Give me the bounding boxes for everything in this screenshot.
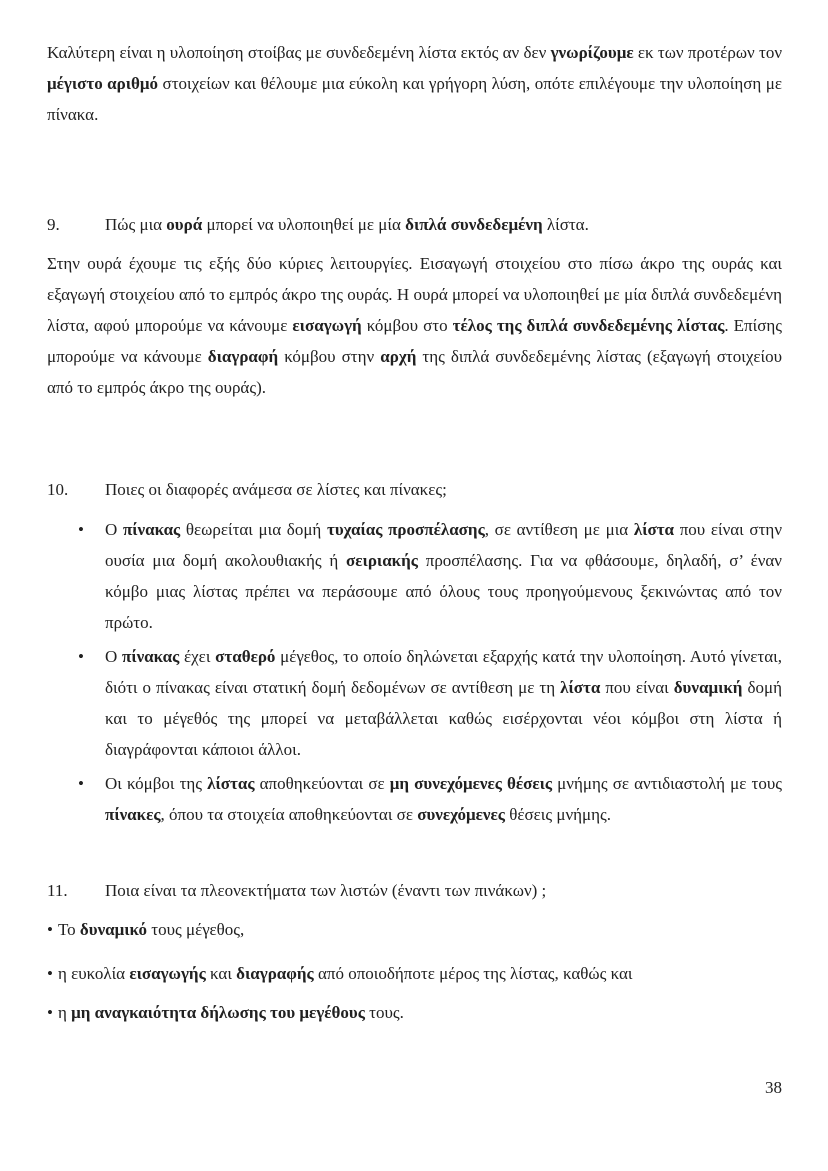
bullet-icon: • <box>78 520 84 539</box>
advantage-text: Το δυναμικό τους μέγεθος, <box>57 920 245 939</box>
bullet-icon: • <box>78 647 84 666</box>
bullet-icon: • <box>47 964 53 983</box>
question-11-number: 11. <box>47 881 68 900</box>
bullet-icon: • <box>47 1003 53 1022</box>
question-10-title: Ποιες οι διαφορές ανάμεσα σε λίστες και πίνακες; <box>105 480 447 499</box>
bullet-item <box>47 641 782 765</box>
question-11-heading <box>47 875 782 906</box>
question-10-number: 10. <box>47 480 69 499</box>
question-11-title: Ποια είναι τα πλεονεκτήματα των λιστών (έναντι των πινάκων) ; <box>105 881 547 900</box>
intro-paragraph: Καλύτερη είναι η υλοποίηση στοίβας με συνδεδεμένη λίστα εκτός αν δεν γνωρίζουμε εκ των προτέρων τον μέγιστο αριθμό στοιχείων και θέλουμε μια εύκολη και γρήγορη λύση, οπότε επιλέγουμε την υλοποίηση με πίνακα. <box>47 43 783 124</box>
advantage-item <box>47 914 782 945</box>
question-10-heading <box>47 474 782 505</box>
advantage-text: η μη αναγκαιότητα δήλωσης του μεγέθους τους. <box>57 1003 404 1022</box>
bullet-item <box>47 768 782 830</box>
advantage-text: η ευκολία εισαγωγής και διαγραφής από οποιοδήποτε μέρος της λίστας, καθώς και <box>57 964 633 983</box>
bullet-text: Ο πίνακας έχει σταθερό μέγεθος, το οποίο δηλώνεται εξαρχής κατά την υλοποίηση. Αυτό γίνεται, διότι ο πίνακας είναι στατική δομή δεδομένων σε αντίθεση με τη λίστα που είναι δυναμική δομή και το μέγεθός της μπορεί να μεταβάλλεται καθώς εισέρχονται νέοι κόμβοι στη λίστα ή διαγράφονται κάποιοι άλλοι. <box>105 647 782 759</box>
bullet-text: Οι κόμβοι της λίστας αποθηκεύονται σε μη συνεχόμενες θέσεις μνήμης σε αντιδιαστολή με τους πίνακες, όπου τα στοιχεία αποθηκεύονται σε συνεχόμενες θέσεις μνήμης. <box>105 774 783 824</box>
advantage-item <box>47 958 782 989</box>
bullet-text: Ο πίνακας θεωρείται μια δομή τυχαίας προσπέλασης, σε αντίθεση με μια λίστα που είναι στην ουσία μια δομή ακολουθιακής ή σειριακής προσπέλασης. Για να φθάσουμε, δηλαδή, σ’ έναν κόμβο μιας λίστας πρέπει να περάσουμε από όλους τους προηγούμενους ξεκινώντας από τον πρώτο. <box>105 520 783 632</box>
question-9-answer: Στην ουρά έχουμε τις εξής δύο κύριες λειτουργίες. Εισαγωγή στοιχείου στο πίσω άκρο της ουράς και εξαγωγή στοιχείου από το εμπρός άκρο της ουράς. Η ουρά μπορεί να υλοποιηθεί με μία διπλά συνδεδεμένη λίστα, αφού μπορούμε να κάνουμε εισαγωγή κόμβου στο τέλος της διπλά συνδεδεμένης λίστας. Επίσης μπορούμε να κάνουμε διαγραφή κόμβου στην αρχή της διπλά συνδεδεμένης λίστας (εξαγωγή στοιχείου από το εμπρός άκρο της ουράς). <box>47 254 783 397</box>
advantage-item <box>47 997 782 1028</box>
question-10-bullet-list <box>47 514 782 833</box>
question-9-title: Πώς μια ουρά μπορεί να υλοποιηθεί με μία διπλά συνδεδεμένη λίστα. <box>105 215 589 234</box>
bullet-item <box>47 514 782 638</box>
question-9-number: 9. <box>47 215 60 234</box>
bullet-icon: • <box>78 774 84 793</box>
bullet-icon: • <box>47 920 53 939</box>
page-number: 38 <box>765 1078 782 1097</box>
question-9-heading <box>47 209 782 240</box>
